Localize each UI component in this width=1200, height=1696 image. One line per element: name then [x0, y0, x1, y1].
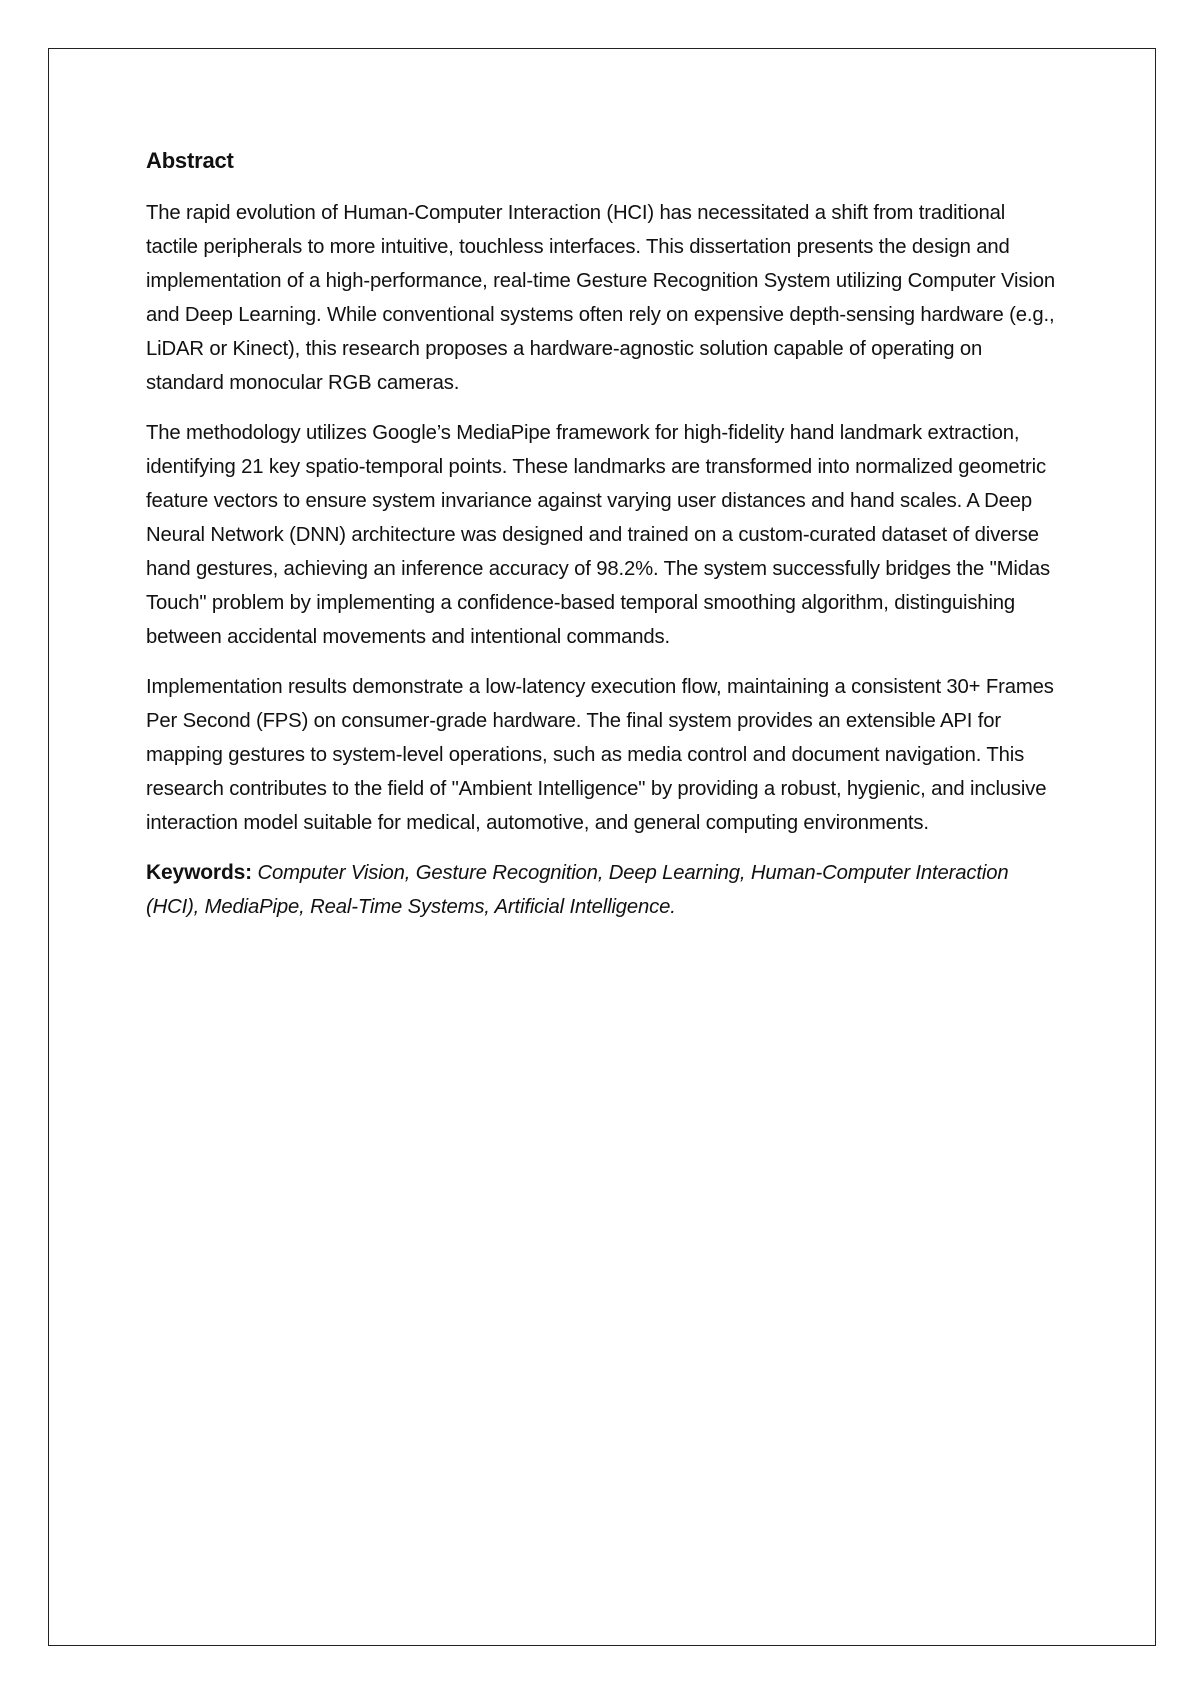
abstract-paragraph-1: The rapid evolution of Human-Computer Interaction (HCI) has necessitated a shift from traditional tactile peripherals to more intuitive, touchless interfaces. This dissertation presents the design and implementation of a high-performance, real-time Gesture Recognition System utilizing Computer Vision and Deep Learning. While conventional systems often rely on expensive depth-sensing hardware (e.g., LiDAR or Kinect), this research proposes a hardware-agnostic solution capable of operating on standard monocular RGB cameras. [146, 202, 1055, 394]
keywords-line [146, 856, 1062, 924]
abstract-paragraph-3: Implementation results demonstrate a low-latency execution flow, maintaining a consistent 30+ Frames Per Second (FPS) on consumer-grade hardware. The final system provides an extensible API for mapping gestures to system-level operations, such as media control and document navigation. This research contributes to the field of "Ambient Intelligence" by providing a robust, hygienic, and inclusive interaction model suitable for medical, automotive, and general computing environments. [146, 676, 1054, 834]
document-body [146, 144, 1062, 924]
abstract-paragraph-2: The methodology utilizes Google’s MediaPipe framework for high-fidelity hand landmark extraction, identifying 21 key spatio-temporal points. These landmarks are transformed into normalized geometric feature vectors to ensure system invariance against varying user distances and hand scales. A Deep Neural Network (DNN) architecture was designed and trained on a custom-curated dataset of diverse hand gestures, achieving an inference accuracy of 98.2%. The system successfully bridges the "Midas Touch" problem by implementing a confidence-based temporal smoothing algorithm, distinguishing between accidental movements and intentional commands. [146, 422, 1050, 648]
keywords-list: Computer Vision, Gesture Recognition, Deep Learning, Human-Computer Interaction (HCI), MediaPipe, Real-Time Systems, Artificial Intelligence. [146, 862, 1009, 918]
abstract-heading: Abstract [146, 148, 234, 173]
keywords-label: Keywords: [146, 861, 253, 884]
